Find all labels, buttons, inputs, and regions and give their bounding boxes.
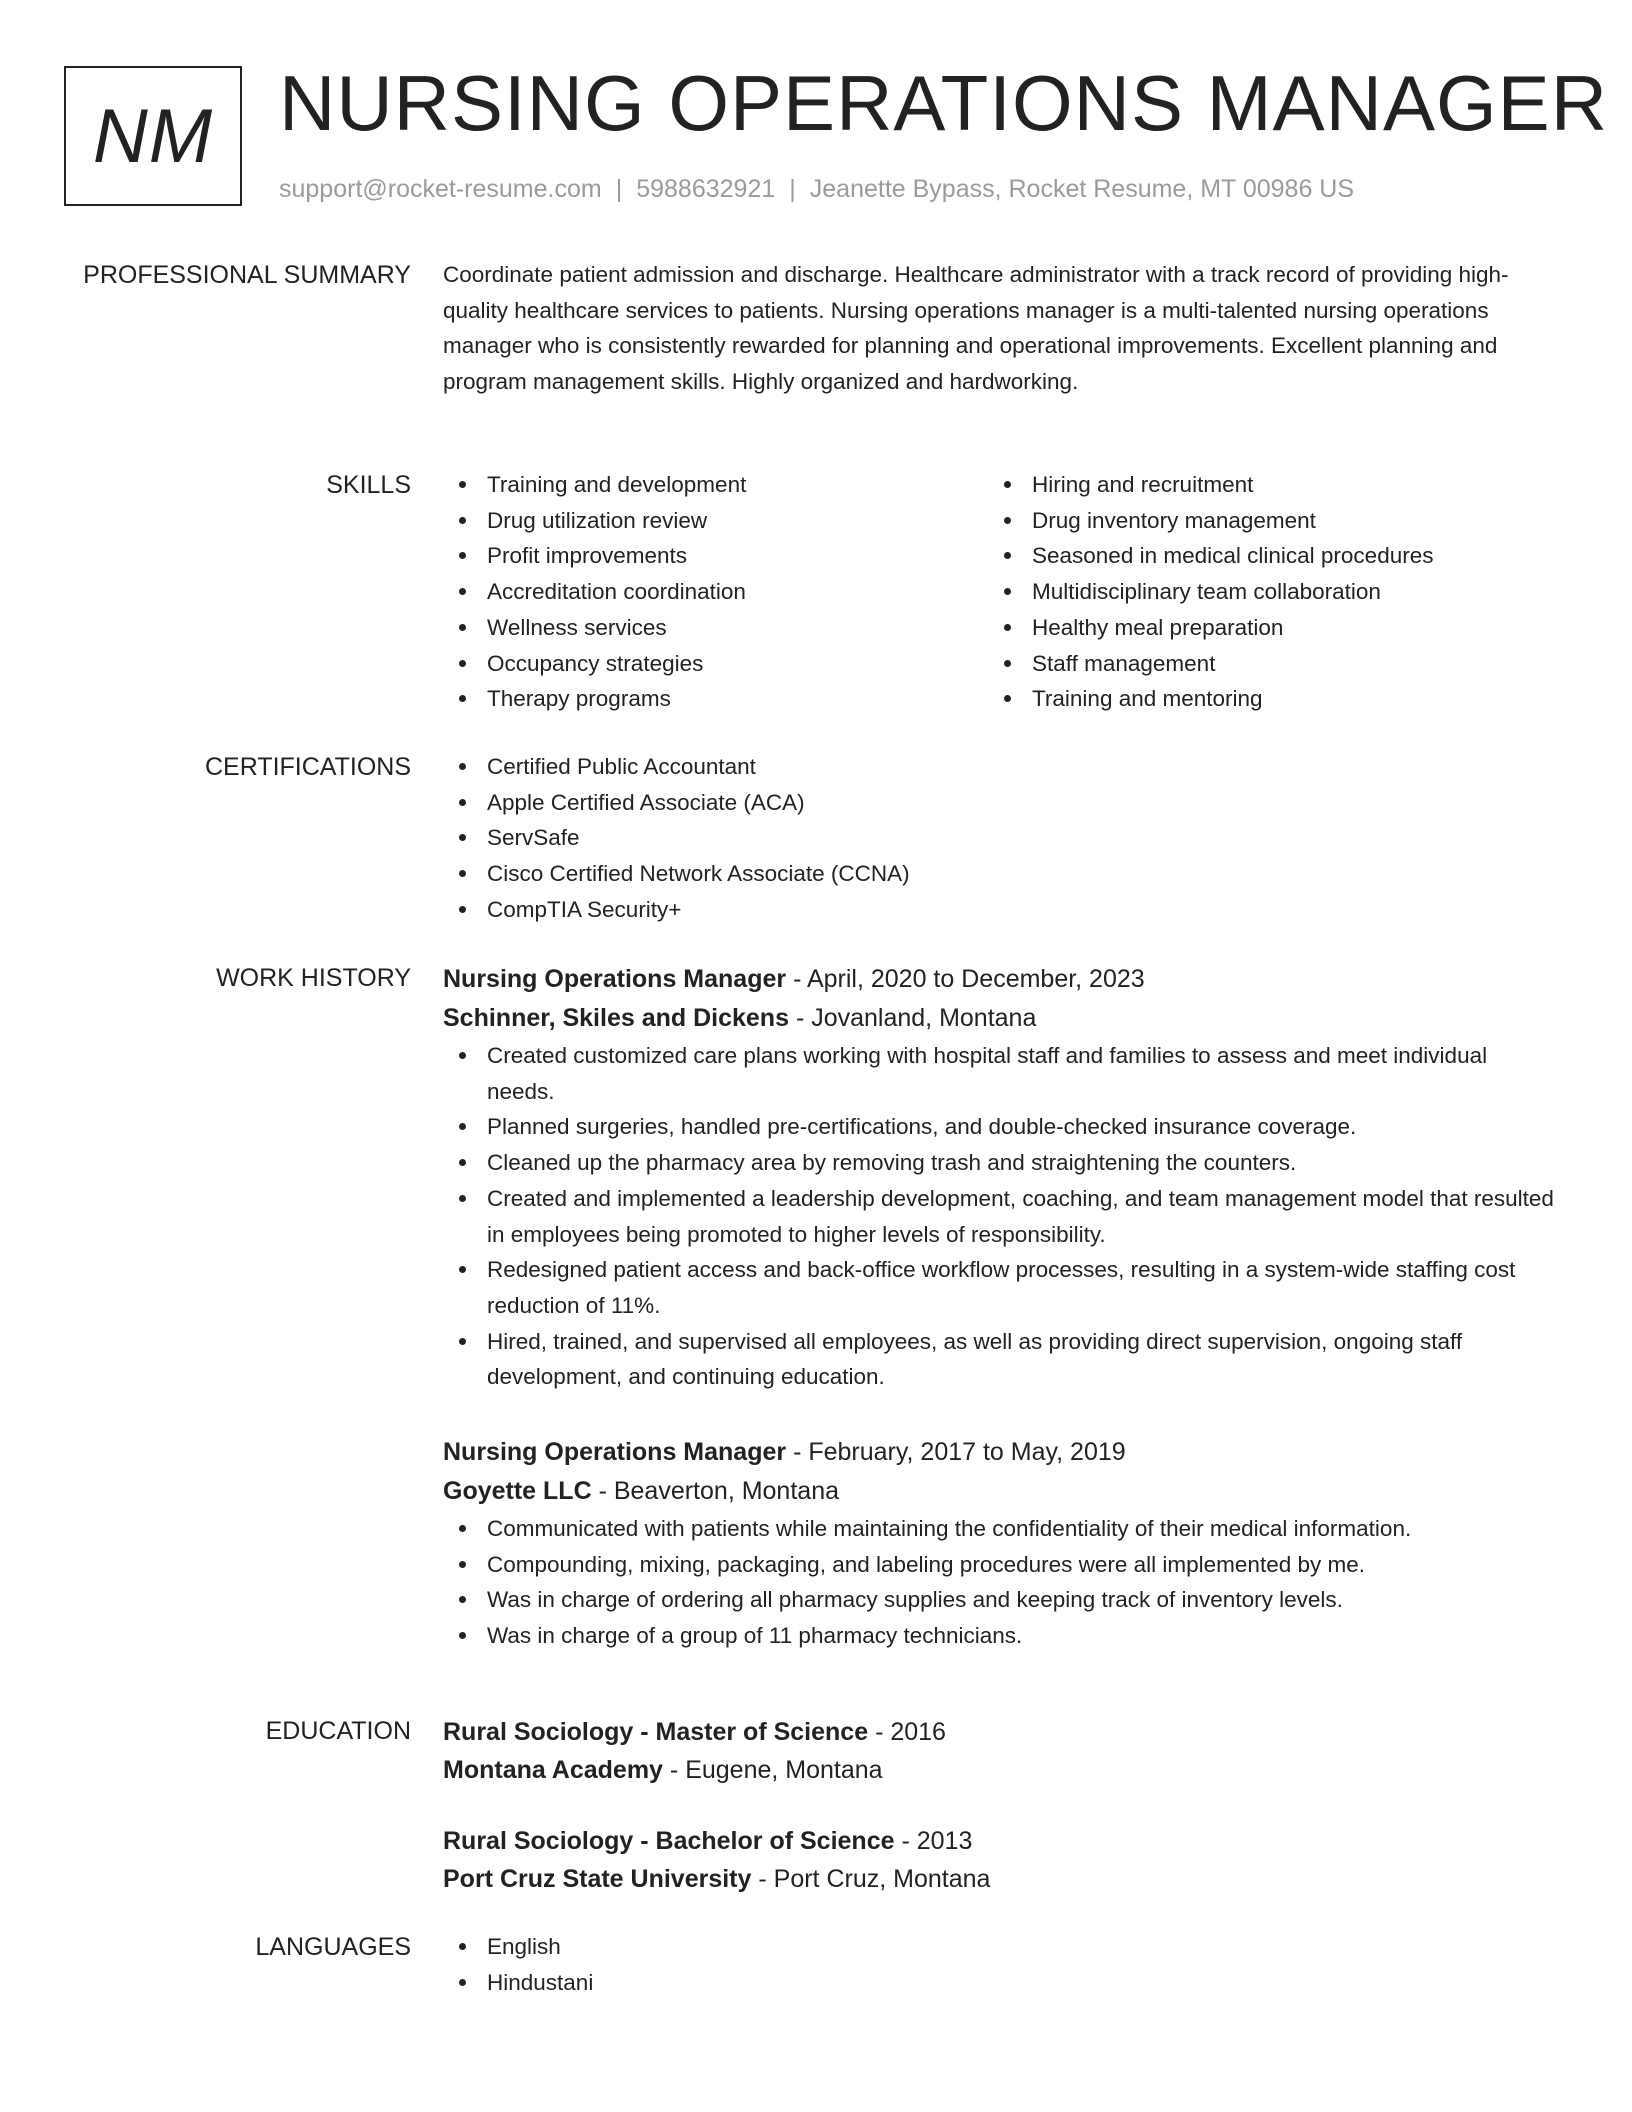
job-bullet: Was in charge of ordering all pharmacy supplies and keeping track of inventory levels. — [443, 1582, 1558, 1618]
skill-item: Seasoned in medical clinical procedures — [988, 538, 1533, 574]
section-label-education: EDUCATION — [265, 1717, 411, 1745]
job-bullet: Hired, trained, and supervised all employees, as well as providing direct supervision, ongoing staff development, and continuing education. — [443, 1324, 1558, 1395]
contact-separator: | — [615, 175, 623, 203]
section-label-work: WORK HISTORY — [216, 964, 411, 992]
certifications-list — [443, 749, 1558, 928]
education-school: Port Cruz State University — [443, 1865, 752, 1893]
job-title-line — [443, 1433, 1558, 1472]
initials-monogram: NM — [64, 66, 242, 206]
job-title: Nursing Operations Manager — [443, 1438, 787, 1467]
job-dates: - April, 2020 to December, 2023 — [793, 965, 1145, 993]
skill-item: Wellness services — [443, 610, 988, 646]
education-body — [443, 1713, 1558, 1898]
job-title-line — [443, 960, 1558, 999]
language-item: Hindustani — [443, 1965, 1558, 2001]
section-label-skills: SKILLS — [326, 471, 411, 499]
skill-item: Drug utilization review — [443, 503, 988, 539]
skills-columns — [443, 467, 1558, 717]
job-bullet: Planned surgeries, handled pre-certifications, and double-checked insurance coverage. — [443, 1109, 1558, 1145]
job-company-line — [443, 1472, 1558, 1511]
skill-item: Drug inventory management — [988, 503, 1533, 539]
certification-item: Certified Public Accountant — [443, 749, 1558, 785]
skills-list-right — [988, 467, 1533, 717]
section-label-summary: PROFESSIONAL SUMMARY — [83, 261, 411, 289]
certification-item: Cisco Certified Network Associate (CCNA) — [443, 856, 1558, 892]
skill-item: Therapy programs — [443, 681, 988, 717]
job-company: Goyette LLC — [443, 1477, 592, 1506]
section-label-certifications: CERTIFICATIONS — [204, 753, 411, 781]
education-location: - Eugene, Montana — [669, 1756, 883, 1784]
skill-item: Profit improvements — [443, 538, 988, 574]
job-bullet: Was in charge of a group of 11 pharmacy technicians. — [443, 1618, 1558, 1654]
summary-text: Coordinate patient admission and discharge. Healthcare administrator with a track record of providing high-quality healthcare services to patients. Nursing operations manager is a multi-talented nursing operations manager who is consistently rewarded for planning and operational improvements. Excellent planning and program management skills. Highly organized and hardworking. — [443, 262, 1509, 395]
skill-item: Multidisciplinary team collaboration — [988, 574, 1533, 610]
skill-item: Healthy meal preparation — [988, 610, 1533, 646]
resume-title: NURSING OPERATIONS MANAGER — [279, 59, 1609, 147]
job-location: - Jovanland, Montana — [795, 1004, 1037, 1032]
job-bullets — [443, 1038, 1558, 1395]
job-title: Nursing Operations Manager — [443, 965, 787, 993]
education-degree: Rural Sociology - Master of Science — [443, 1718, 869, 1746]
skill-item: Training and mentoring — [988, 681, 1533, 717]
education-school-line — [443, 1860, 1558, 1898]
job-dates: - February, 2017 to May, 2019 — [793, 1438, 1126, 1467]
certification-item: Apple Certified Associate (ACA) — [443, 785, 1558, 821]
contact-separator: | — [789, 175, 796, 203]
education-school: Montana Academy — [443, 1756, 663, 1784]
job-bullets — [443, 1511, 1558, 1654]
section-label-languages: LANGUAGES — [255, 1933, 411, 1961]
job-bullet: Redesigned patient access and back-office workflow processes, resulting in a system-wide staffing cost reduction of 11%. — [443, 1252, 1558, 1323]
education-degree-line — [443, 1822, 1558, 1860]
job-location: - Beaverton, Montana — [598, 1477, 839, 1506]
skill-item: Accreditation coordination — [443, 574, 988, 610]
education-entry — [443, 1822, 1558, 1898]
job-entry — [443, 1433, 1558, 1654]
skill-item: Staff management — [988, 646, 1533, 682]
skill-item: Training and development — [443, 467, 988, 503]
education-location: - Port Cruz, Montana — [758, 1865, 991, 1893]
contact-address: Jeanette Bypass, Rocket Resume, MT 00986 US — [809, 175, 1355, 203]
education-year: - 2016 — [875, 1718, 946, 1746]
education-degree: Rural Sociology - Bachelor of Science — [443, 1827, 895, 1855]
work-history-body — [443, 960, 1558, 1654]
job-bullet: Created customized care plans working with hospital staff and families to assess and meet individual needs. — [443, 1038, 1558, 1109]
contact-line — [279, 172, 1354, 206]
job-bullet: Compounding, mixing, packaging, and labeling procedures were all implemented by me. — [443, 1547, 1558, 1583]
language-item: English — [443, 1929, 1558, 1965]
education-school-line — [443, 1751, 1558, 1789]
job-entry — [443, 960, 1558, 1395]
contact-email: support@rocket-resume.com — [279, 175, 602, 203]
education-entry — [443, 1713, 1558, 1789]
job-bullet: Created and implemented a leadership development, coaching, and team management model that resulted in employees being promoted to higher levels of responsibility. — [443, 1181, 1558, 1252]
skills-list-left — [443, 467, 988, 717]
certification-item: ServSafe — [443, 820, 1558, 856]
job-bullet: Communicated with patients while maintaining the confidentiality of their medical information. — [443, 1511, 1558, 1547]
job-bullet: Cleaned up the pharmacy area by removing trash and straightening the counters. — [443, 1145, 1558, 1181]
certification-item: CompTIA Security+ — [443, 892, 1558, 928]
education-year: - 2013 — [901, 1827, 973, 1855]
languages-list — [443, 1929, 1558, 2000]
job-company: Schinner, Skiles and Dickens — [443, 1004, 789, 1032]
job-company-line — [443, 999, 1558, 1038]
skill-item: Occupancy strategies — [443, 646, 988, 682]
contact-phone: 5988632921 — [636, 175, 776, 203]
education-degree-line — [443, 1713, 1558, 1751]
skill-item: Hiring and recruitment — [988, 467, 1533, 503]
